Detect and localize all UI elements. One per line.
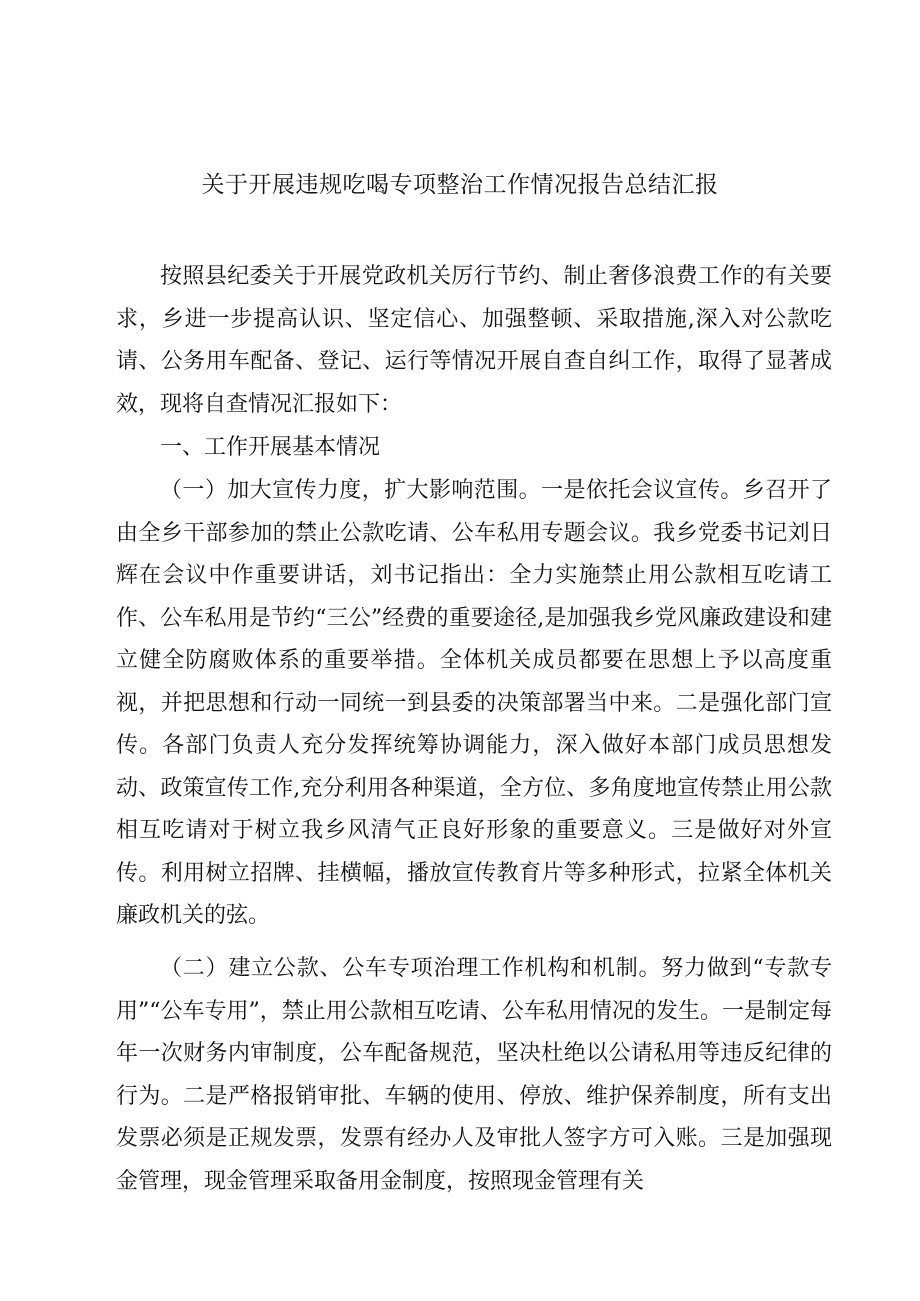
paragraph-publicity: （一）加大宣传力度，扩大影响范围。一是依托会议宣传。乡召开了由全乡干部参加的禁止公款吃请、公车私用专题会议。我乡党委书记刘日辉在会议中作重要讲话，刘书记指出：全力实施禁止用公款相互吃请工作、公车私用是节约“三公”经费的重要途径,是加强我乡党风廉政建设和建立健全防腐败体系的重要举措。全体机关成员都要在思想上予以高度重视，并把思想和行动一同统一到县委的决策部署当中来。二是强化部门宣传。各部门负责人充分发挥统筹协调能力，深入做好本部门成员思想发动、政策宣传工作,充分利用各种渠道，全方位、多角度地宣传禁止用公款相互吃请对于树立我乡风清气正良好形象的重要意义。三是做好对外宣传。利用树立招牌、挂横幅，播放宣传教育片等多种形式，拉紧全体机关廉政机关的弦。 <box>116 478 832 928</box>
document-title: 关于开展违规吃喝专项整治工作情况报告总结汇报 <box>201 172 719 198</box>
intro-paragraph: 按照县纪委关于开展党政机关厉行节约、制止奢侈浪费工作的有关要求，乡进一步提高认识、坚定信心、加强整顿、采取措施,深入对公款吃请、公务用车配备、登记、运行等情况开展自查自纠工作，取得了显著成效，现将自查情况汇报如下： <box>116 264 832 417</box>
section-heading: 一、工作开展基本情况 <box>160 435 381 460</box>
paragraph-mechanism: （二）建立公款、公车专项治理工作机构和机制。努力做到“专款专用”“公车专用”，禁止用公款相互吃请、公车私用情况的发生。一是制定每年一次财务内审制度，公车配备规范，坚决杜绝以公请私用等违反纪律的行为。二是严格报销审批、车辆的使用、停放、维护保养制度，所有支出发票必须是正规发票，发票有经办人及审批人签字方可入账。三是加强现金管理，现金管理采取备用金制度，按照现金管理有关 <box>116 956 832 1194</box>
